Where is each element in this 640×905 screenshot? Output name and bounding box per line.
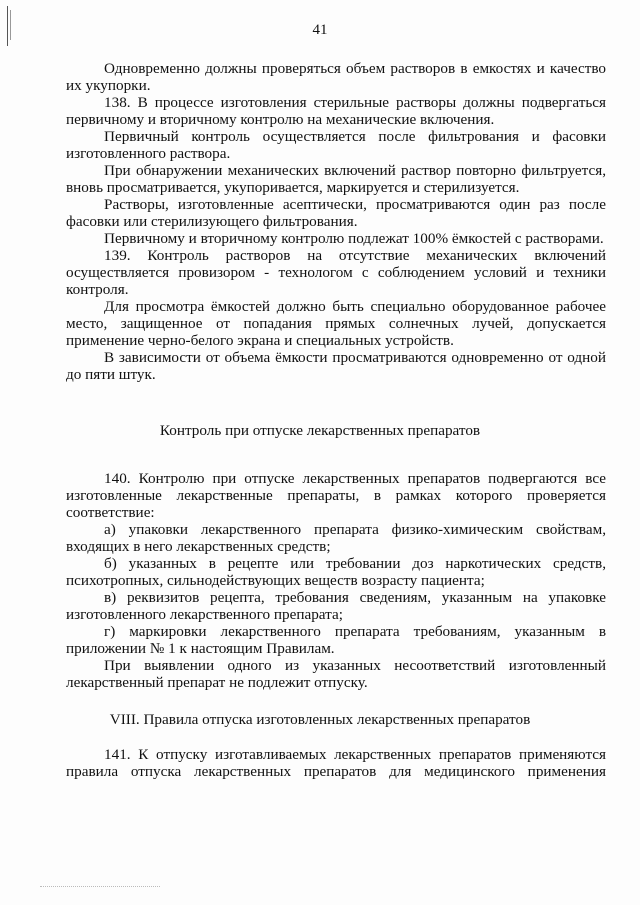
paragraph: Одновременно должны проверяться объем растворов в емкостях и качество их укупорки. [66, 60, 606, 94]
paragraph: Первичному и вторичному контролю подлежат 100% ёмкостей с растворами. [104, 230, 604, 247]
paragraph: При обнаружении механических включений раствор повторно фильтруется, вновь просматривается, укупоривается, маркируется и стерилизуется. [66, 162, 606, 196]
section-heading: Контроль при отпуске лекарственных препаратов [159, 422, 481, 439]
paragraph: При выявлении одного из указанных несоответствий изготовленный лекарственный препарат не подлежит отпуску. [66, 657, 606, 691]
page-number: 41 [312, 22, 328, 38]
scan-noise [40, 886, 160, 889]
paragraph: Для просмотра ёмкостей должно быть специально оборудованное рабочее место, защищенное от попадания прямых солнечных лучей, допускается применение черно-белого экрана и специальных устройств. [66, 298, 606, 349]
paragraph: Растворы, изготовленные асептически, просматриваются один раз после фасовки или стерилизующего фильтрования. [66, 196, 606, 230]
paragraph: г) маркировки лекарственного препарата требованиям, указанным в приложении № 1 к настоящим Правилам. [66, 623, 606, 657]
chapter-heading: VIII. Правила отпуска изготовленных лекарственных препаратов [109, 711, 531, 728]
section-dispensing-rules [66, 746, 606, 780]
paragraph: В зависимости от объема ёмкости просматриваются одновременно от одной до пяти штук. [66, 349, 606, 383]
paragraph: 141. К отпуску изготавливаемых лекарственных препаратов применяются правила отпуска лекарственных препаратов для медицинского применения [66, 746, 606, 780]
section-dispensing-control [66, 470, 606, 691]
paragraph: в) реквизитов рецепта, требования сведениям, указанным на упаковке изготовленного лекарственного препарата; [66, 589, 606, 623]
paragraph: 139. Контроль растворов на отсутствие механических включений осуществляется провизором - технологом с соблюдением условий и техники контроля. [66, 247, 606, 298]
section-sterile-control [66, 60, 606, 383]
paragraph: 140. Контролю при отпуске лекарственных препаратов подвергаются все изготовленные лекарственные препараты, в рамках которого проверяется соответствие: [66, 470, 606, 521]
paragraph: а) упаковки лекарственного препарата физико-химическим свойствам, входящих в него лекарственных средств; [66, 521, 606, 555]
paragraph: Первичный контроль осуществляется после фильтрования и фасовки изготовленного раствора. [66, 128, 606, 162]
paragraph: б) указанных в рецепте или требовании доз наркотических средств, психотропных, сильнодействующих веществ возрасту пациента; [66, 555, 606, 589]
paragraph: 138. В процессе изготовления стерильные растворы должны подвергаться первичному и вторичному контролю на механические включения. [66, 94, 606, 128]
